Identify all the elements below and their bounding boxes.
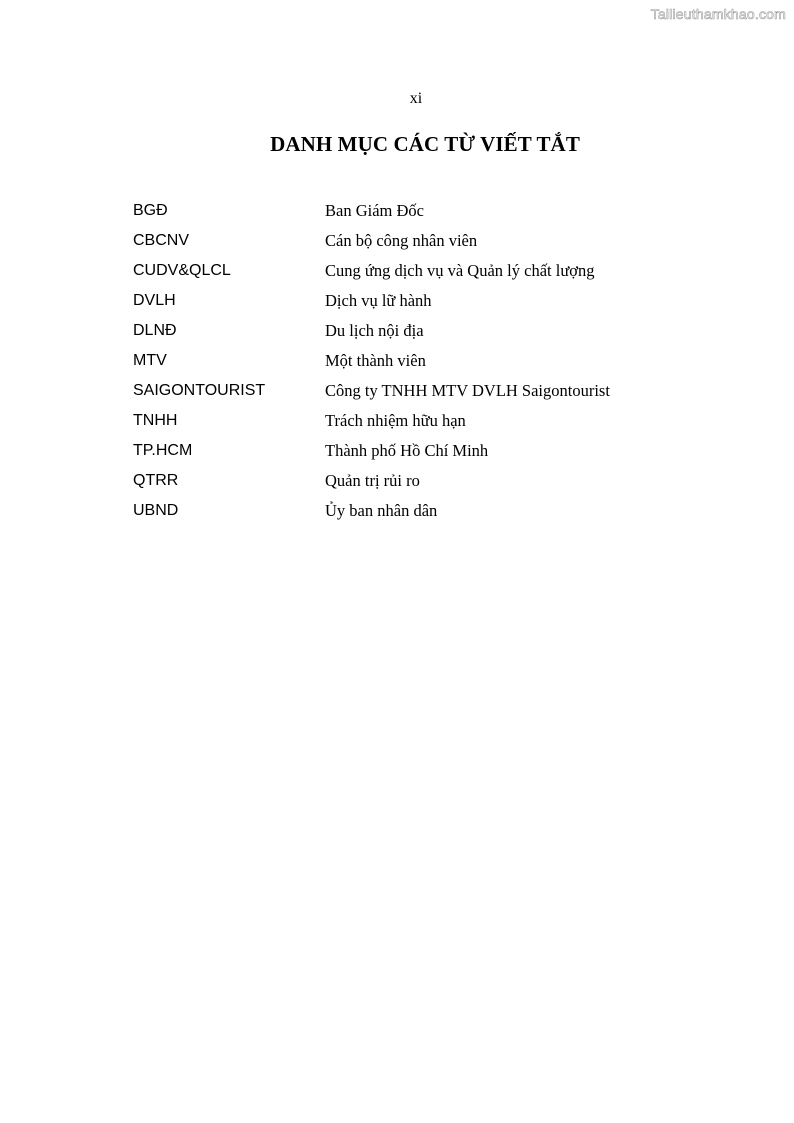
abbreviation-row [133, 316, 693, 346]
abbreviation-definition: Cán bộ công nhân viên [325, 231, 478, 250]
abbreviation-term: QTRR [133, 472, 179, 489]
abbreviation-term: MTV [133, 352, 167, 369]
abbreviation-term: UBND [133, 502, 179, 519]
abbreviation-row [133, 406, 693, 436]
abbreviation-row [133, 346, 693, 376]
abbreviation-row [133, 496, 693, 526]
abbreviation-row [133, 436, 693, 466]
abbreviation-term: TNHH [133, 412, 178, 429]
abbreviation-definition: Cung ứng dịch vụ và Quản lý chất lượng [325, 261, 595, 280]
abbreviation-term: DLNĐ [133, 322, 177, 339]
abbreviation-definition: Ban Giám Đốc [325, 201, 424, 220]
abbreviation-term: TP.HCM [133, 442, 193, 459]
page-number: xi [409, 90, 423, 107]
abbreviation-definition: Thành phố Hồ Chí Minh [325, 441, 489, 460]
watermark: Tailieuthamkhao.com [650, 6, 786, 22]
abbreviation-row [133, 196, 693, 226]
page-title: DANH MỤC CÁC TỪ VIẾT TẮT [270, 132, 580, 156]
abbreviation-term: BGĐ [133, 202, 168, 219]
abbreviation-table [133, 196, 693, 526]
abbreviation-definition: Một thành viên [325, 351, 426, 370]
abbreviation-definition: Công ty TNHH MTV DVLH Saigontourist [325, 381, 610, 400]
abbreviation-term: DVLH [133, 292, 176, 309]
abbreviation-row [133, 376, 693, 406]
abbreviation-row [133, 256, 693, 286]
abbreviation-term: CUDV&QLCL [133, 262, 231, 279]
abbreviation-definition: Dịch vụ lữ hành [325, 291, 432, 310]
abbreviation-term: SAIGONTOURIST [133, 382, 266, 399]
abbreviation-row [133, 466, 693, 496]
abbreviation-definition: Du lịch nội địa [325, 321, 424, 340]
abbreviation-definition: Trách nhiệm hữu hạn [325, 411, 466, 430]
abbreviation-definition: Quản trị rủi ro [325, 471, 420, 490]
abbreviation-row [133, 226, 693, 256]
abbreviation-definition: Ủy ban nhân dân [325, 501, 438, 520]
abbreviation-term: CBCNV [133, 232, 190, 249]
abbreviation-row [133, 286, 693, 316]
